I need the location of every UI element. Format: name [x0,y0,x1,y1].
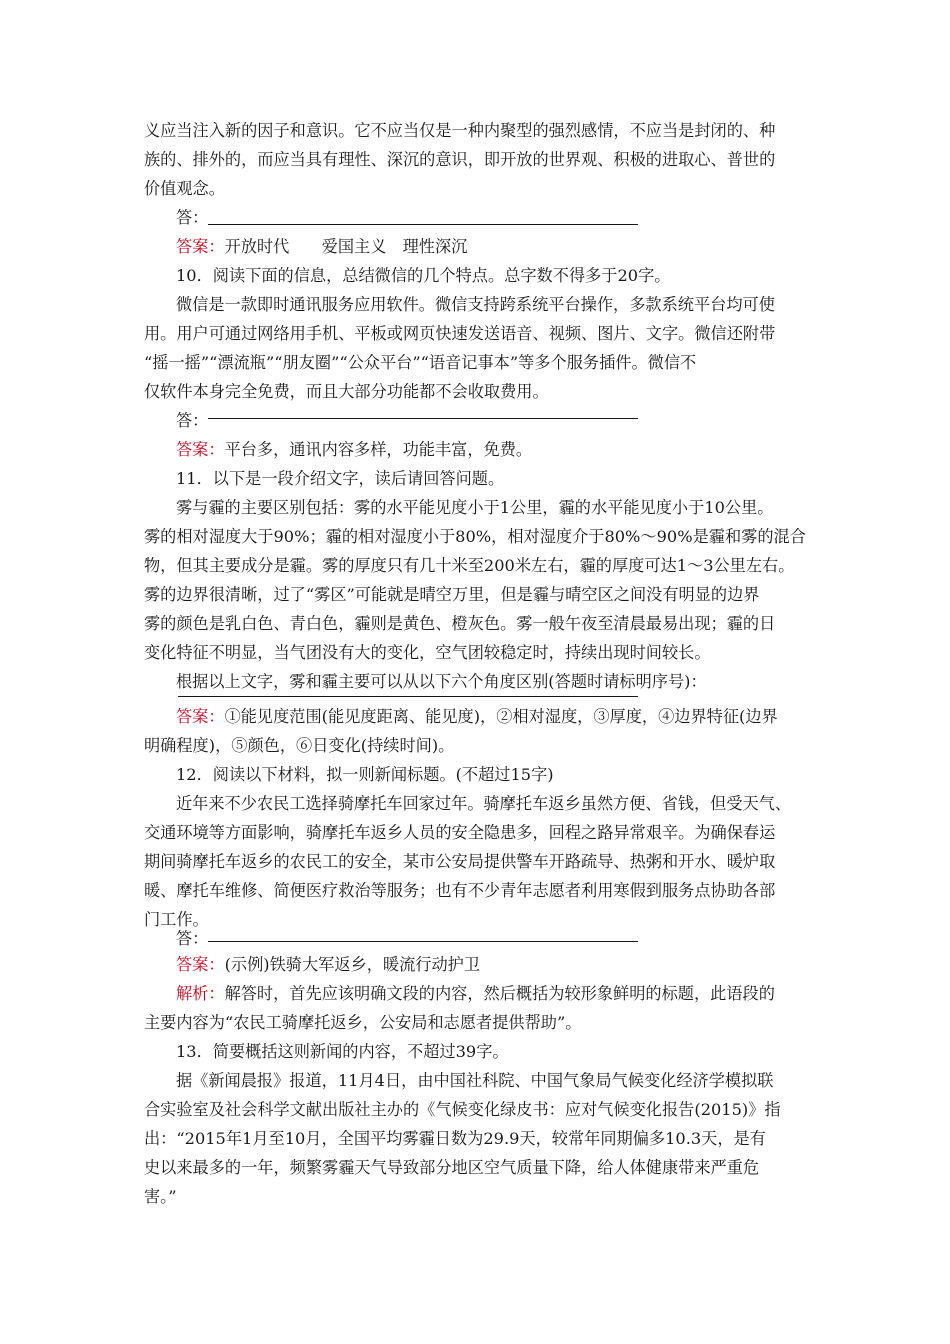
text-line: 门工作。 [144,910,209,929]
answer-text: (示例)铁骑大军返乡，暖流行动护卫 [224,955,481,974]
text-line: 根据以上文字，雾和霾主要可以从以下六个角度区别(答题时请标明序号)： [176,672,707,691]
answer-text: 开放时代 爱国主义 理性深沉 [224,237,468,256]
analysis-line [176,981,846,1007]
text-line: 交通环境等方面影响，骑摩托车返乡人员的安全隐患多，回程之路异常艰辛。为确保春运 [144,823,776,842]
answer-blank-line[interactable] [208,941,638,942]
answer-label: 答案： [176,440,225,459]
text-line: 雾与霾的主要区别包括：雾的水平能见度小于1公里，霾的水平能见度小于10公里。 [176,498,774,517]
answer-line [176,704,846,730]
text-line: 出：“2015年1月至10月，全国平均雾霾日数为29.9天，较常年同期偏多10.3天，是有 [144,1129,766,1148]
text-line: “摇一摇”“漂流瓶”“朋友圈”“公众平台”“语音记事本”等多个服务插件。微信不 [144,353,697,372]
text-line: 害。” [144,1187,177,1206]
text-line: 明确程度)，⑤颜色，⑥日变化(持续时间)。 [144,736,455,755]
analysis-text: 解答时，首先应该明确文段的内容，然后概括为较形象鲜明的标题，此语段的 [224,984,775,1003]
answer-label: 答案： [176,955,225,974]
text-line: 据《新闻晨报》报道，11月4日，由中国社科院、中国气象局气候变化经济学模拟联 [176,1071,774,1090]
text-line: 用。用户可通过网络用手机、平板或网页快速发送语音、视频、图片、文字。微信还附带 [144,324,776,343]
answer-prompt: 答： [176,208,209,227]
text-line: 义应当注入新的因子和意识。它不应当仅是一种内聚型的强烈感情，不应当是封闭的、种 [144,121,776,140]
answer-blank-line[interactable] [208,224,638,225]
text-line: 物，但其主要成分是霾。雾的厚度只有几十米至200米左右，霾的厚度可达1～3公里左右。 [144,556,795,575]
answer-line [176,234,846,260]
text-line: 合实验室及社会科学文献出版社主办的《气候变化绿皮书：应对气候变化报告(2015)》指 [144,1100,781,1119]
text-line: 价值观念。 [144,179,225,198]
answer-label: 答案： [176,237,225,256]
question-13: 13．简要概括这则新闻的内容，不超过39字。 [176,1042,509,1061]
answer-label: 答案： [176,707,225,726]
answer-text: ①能见度范围(能见度距离、能见度)，②相对湿度，③厚度，④边界特征(边界 [224,707,778,726]
text-line: 史以来最多的一年，频繁雾霾天气导致部分地区空气质量下降，给人体健康带来严重危 [144,1158,760,1177]
question-11: 11．以下是一段介绍文字，读后请回答问题。 [176,469,505,488]
text-line: 雾的边界很清晰，过了“雾区”可能就是晴空万里，但是霾与晴空区之间没有明显的边界 [144,585,760,604]
text-line: 近年来不少农民工选择骑摩托车回家过年。骑摩托车返乡虽然方便、省钱，但受天气、 [176,794,792,813]
answer-blank-line[interactable] [208,418,638,419]
answer-prompt: 答： [176,929,209,948]
text-line: 主要内容为“农民工骑摩托返乡，公安局和志愿者提供帮助”。 [144,1013,582,1032]
analysis-label: 解析： [176,984,225,1003]
answer-prompt: 答： [176,411,209,430]
answer-blank-line[interactable] [178,696,638,697]
text-line: 变化特征不明显，当气团没有大的变化，空气团较稳定时，持续出现时间较长。 [144,643,711,662]
question-10: 10．阅读下面的信息，总结微信的几个特点。总字数不得多于20字。 [176,266,671,285]
text-line: 暖、摩托车维修、简便医疗救治等服务；也有不少青年志愿者利用寒假到服务点协助各部 [144,881,776,900]
text-line: 族的、排外的，而应当具有理性、深沉的意识，即开放的世界观、积极的进取心、普世的 [144,150,776,169]
question-12: 12．阅读以下材料，拟一则新闻标题。(不超过15字) [176,765,554,784]
answer-line [176,437,846,463]
text-line: 微信是一款即时通讯服务应用软件。微信支持跨系统平台操作，多款系统平台均可使 [176,295,775,314]
text-line: 雾的相对湿度大于90%；霾的相对湿度小于80%，相对湿度介于80%～90%是霾和雾的混合 [144,527,806,546]
text-line: 仅软件本身完全免费，而且大部分功能都不会收取费用。 [144,382,549,401]
answer-line [176,952,846,978]
text-line: 期间骑摩托车返乡的农民工的安全，某市公安局提供警车开路疏导、热粥和开水、暖炉取 [144,852,776,871]
text-line: 雾的颜色是乳白色、青白色，霾则是黄色、橙灰色。雾一般午夜至清晨最易出现；霾的日 [144,614,776,633]
answer-text: 平台多，通讯内容多样，功能丰富，免费。 [224,440,533,459]
